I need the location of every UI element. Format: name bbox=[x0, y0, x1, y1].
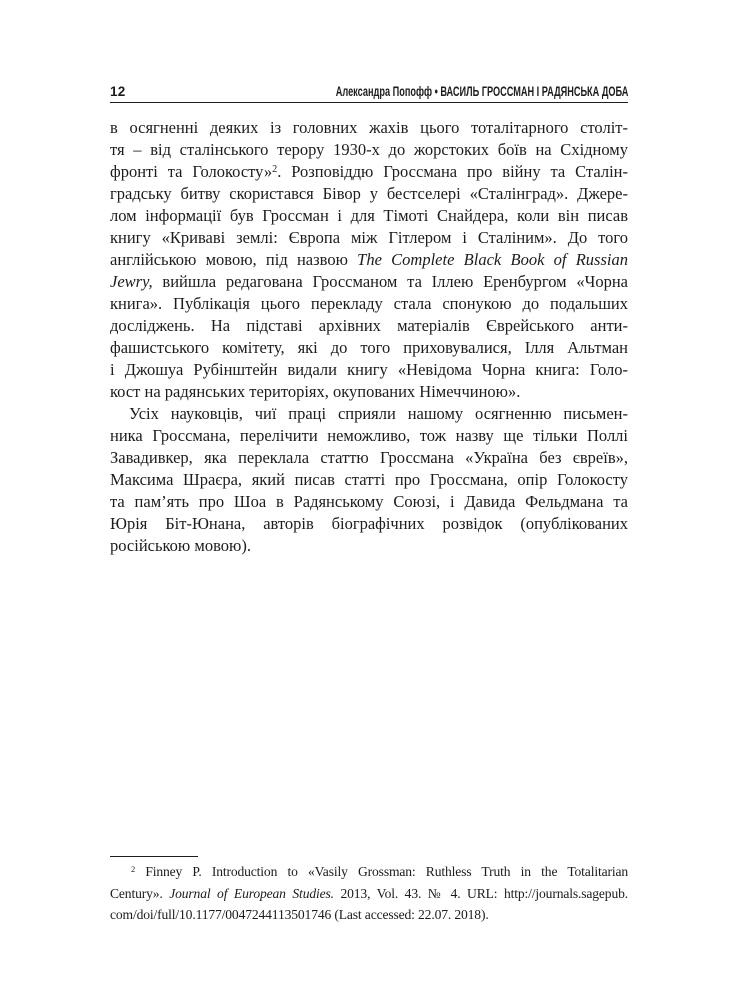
footnote-reference-superscript: 2 bbox=[131, 864, 136, 875]
text-segment: кост на радянських територіях, окупованих Німеччиною». bbox=[110, 382, 521, 401]
text-line bbox=[110, 513, 628, 535]
text-segment: фронті та Голокосту» bbox=[110, 162, 273, 181]
text-line bbox=[110, 183, 628, 205]
text-segment: та пам’ять про Шоа в Радянському Союзі, і Давида Фельдмана та bbox=[110, 492, 628, 511]
footnote-reference-superscript: 2 bbox=[272, 164, 278, 176]
text-line bbox=[110, 293, 628, 315]
text-segment: книга». Публікація цього перекладу стала спонукою до подальших bbox=[110, 294, 628, 313]
text-line bbox=[110, 447, 628, 469]
text-line bbox=[110, 359, 628, 381]
text-line bbox=[110, 139, 628, 161]
text-segment: Усіх науковців, чиї праці сприяли нашому осягненню письмен- bbox=[129, 404, 628, 423]
text-line bbox=[110, 491, 628, 513]
text-segment: вийшла редагована Гроссманом та Іллею Еренбургом «Чорна bbox=[152, 272, 628, 291]
running-header bbox=[110, 80, 628, 103]
text-segment: The Complete Black Book of Russian bbox=[357, 250, 628, 269]
running-title: Александра Попофф • ВАСИЛЬ ГРОССМАН І РАДЯНСЬКА ДОБА bbox=[335, 84, 628, 99]
text-line bbox=[110, 381, 628, 403]
text-segment: Jewry, bbox=[110, 272, 153, 291]
text-segment: ника Гроссмана, перелічити неможливо, тож назву ще тільки Поллі bbox=[110, 426, 628, 445]
text-line bbox=[110, 535, 628, 557]
text-line bbox=[110, 205, 628, 227]
text-segment: 2013, Vol. 43. № 4. URL: http://journals.sagepub. bbox=[333, 885, 629, 901]
paragraph bbox=[110, 403, 628, 557]
text-segment: Максима Шраєра, який писав статті про Гроссмана, опір Голокосту bbox=[110, 470, 628, 489]
text-segment: Юрія Біт-Юнана, авторів біографічних розвідок (опублікованих bbox=[110, 514, 628, 533]
text-segment: англійською мовою, під назвою bbox=[110, 250, 358, 269]
text-line bbox=[110, 469, 628, 491]
text-line bbox=[110, 117, 628, 139]
text-line bbox=[110, 249, 628, 271]
text-segment: Century». bbox=[110, 885, 170, 901]
text-segment: . Розповіддю Гроссмана про війну та Сталін- bbox=[277, 162, 628, 181]
text-line bbox=[110, 904, 628, 926]
footnote bbox=[110, 861, 628, 926]
text-segment: com/doi/full/10.1177/0047244113501746 (Last accessed: 22.07. 2018). bbox=[110, 907, 489, 922]
body-text bbox=[110, 117, 628, 557]
text-segment: Journal of European Studies. bbox=[169, 885, 334, 901]
text-line bbox=[110, 425, 628, 447]
text-line bbox=[110, 315, 628, 337]
text-line bbox=[110, 861, 628, 883]
text-segment: книгу «Криваві землі: Європа між Гітлером і Сталіним». До того bbox=[110, 228, 628, 247]
text-segment: тя – від сталінського терору 1930-х до жорстоких боїв на Східному bbox=[110, 140, 628, 159]
text-segment: Завадивкер, яка переклала статтю Гроссмана «Україна без євреїв», bbox=[110, 448, 628, 467]
text-line bbox=[110, 271, 628, 293]
text-line bbox=[110, 403, 628, 425]
paragraph bbox=[110, 117, 628, 403]
text-line bbox=[110, 161, 628, 183]
text-segment: Finney P. Introduction to «Vasily Grossman: Ruthless Truth in the Totalitarian bbox=[135, 864, 628, 879]
page-number: 12 bbox=[110, 84, 126, 99]
text-segment: досліджень. На підставі архівних матеріалів Єврейського анти- bbox=[110, 316, 628, 335]
text-segment: в осягненні деяких із головних жахів цього тоталітарного століт- bbox=[110, 118, 628, 137]
text-segment: і Джошуа Рубінштейн видали книгу «Невідома Чорна книга: Голо- bbox=[110, 360, 628, 379]
text-segment: російською мовою). bbox=[110, 536, 251, 555]
text-line bbox=[110, 227, 628, 249]
text-segment: лом інформації був Гроссман і для Тімоті Снайдера, коли він писав bbox=[110, 206, 628, 225]
text-segment: градську битву скористався Бівор у бестселері «Сталінград». Джере- bbox=[110, 184, 628, 203]
text-segment: фашистського комітету, які до того приховувалися, Ілля Альтман bbox=[110, 338, 628, 357]
footnote-separator-rule bbox=[110, 856, 198, 857]
text-line bbox=[110, 337, 628, 359]
text-line bbox=[110, 883, 628, 905]
